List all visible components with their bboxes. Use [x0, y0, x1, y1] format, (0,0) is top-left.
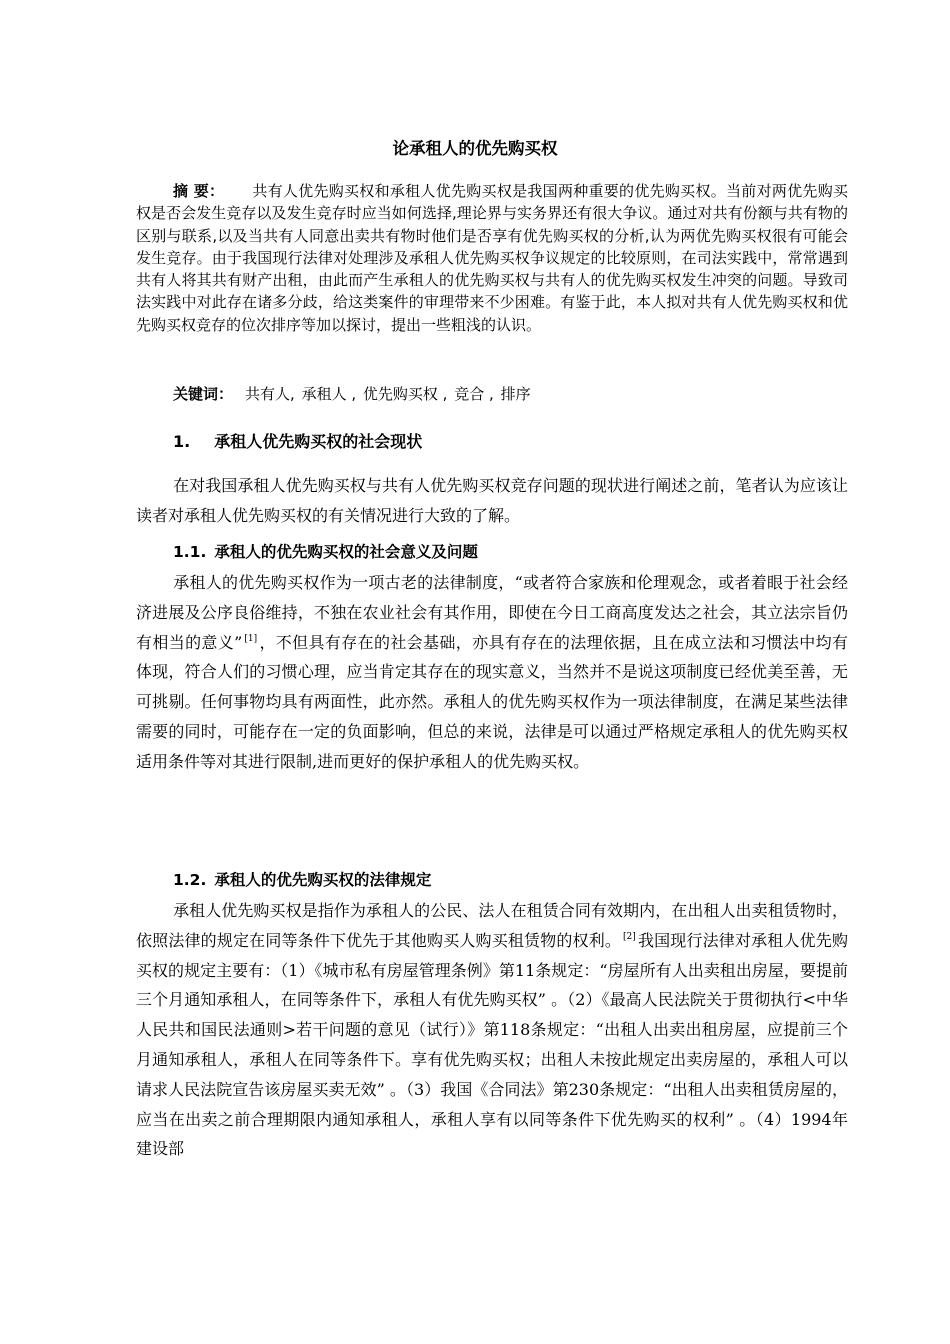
section-number: 1.1. — [173, 543, 207, 561]
section-1-1-paragraph — [136, 568, 848, 777]
keyword-item: 共有人, — [245, 385, 295, 403]
footnote-reference: [2] — [623, 931, 636, 942]
keyword-item: 竞合 , — [454, 385, 494, 403]
paragraph-text: 承租人优先购买权是指作为承租人的公民、法人在租赁合同有效期内，在出租人出卖租赁物时，依照法律的规定在同等条件下优先于其他购买人购买租赁物的权利。 — [136, 901, 848, 950]
keyword-item: 承租人 , — [301, 385, 357, 403]
section-1-2-heading — [173, 869, 431, 891]
document-title: 论承租人的优先购买权 — [392, 139, 558, 158]
section-title: 承租人优先购买权的社会现状 — [214, 432, 423, 451]
abstract-paragraph — [136, 180, 848, 336]
paragraph-text: ，不但具有存在的社会基础，亦具有存在的法理依据，且在成立法和习惯法中均有体现，符合人们的习惯心理，应当肯定其存在的现实意义，当然并不是说这项制度已经优美至善，无可挑剔。任何事物均具有两面性，此亦然。承租人的优先购买权作为一项法律制度，在满足某些法律需要的同时，可能存在一定的负面影响，但总的来说，法律是可以通过严格规定承租人的优先购买权适用条件等对其进行限制,进而更好的保护承租人的优先购买权。 — [136, 632, 848, 771]
section-number: 1. — [173, 432, 191, 451]
keywords-line — [173, 383, 853, 405]
section-1-2-paragraph — [136, 896, 848, 1164]
keywords-label: 关键词： — [173, 385, 234, 403]
paragraph-text: 我国现行法律对承租人优先购买权的规定主要有：（1）《城市私有房屋管理条例》第11条规定：“房屋所有人出卖租出房屋，要提前三个月通知承租人，在同等条件下，承租人有优先购买权” 。（2）《最高人民法院关于贯彻执行<中华人民共和国民法通则>若干问题的意见（试行）》第118条规定：“出租人出卖出租房屋，应提前三个月通知承租人，承租人在同等条件下。享有优先购买权；出租人未按此规定出卖房屋的，承租人可以请求人民法院宣告该房屋买卖无效” 。（3）我国《合同法》第230条规定：“出租人出卖租赁房屋的，应当在出卖之前合理期限内通知承租人，承租人享有以同等条件下优先购买的权利” 。（4）1994年建设部 — [136, 930, 848, 1159]
section-1-heading — [173, 431, 422, 453]
keyword-item: 排序 — [500, 385, 531, 403]
section-title: 承租人的优先购买权的社会意义及问题 — [214, 543, 478, 561]
paragraph-text: 承租人的优先购买权作为一项古老的法律制度，“或者符合家族和伦理观念，或者着眼于社会经济进展及公序良俗维持，不独在农业社会有其作用，即使在今日工商高度发达之社会，其立法宗旨仍有相当的意义” — [136, 573, 848, 652]
section-1-intro-paragraph — [136, 471, 848, 531]
keyword-item: 优先购买权 , — [362, 385, 448, 403]
abstract-label: 摘 要： — [173, 182, 225, 200]
paragraph-text: 在对我国承租人优先购买权与共有人优先购买权竞存问题的现状进行阐述之前，笔者认为应该让读者对承租人优先购买权的有关情况进行大致的了解。 — [136, 476, 848, 525]
abstract-text: 共有人优先购买权和承租人优先购买权是我国两种重要的优先购买权。当前对两优先购买权是否会发生竞存以及发生竞存时应当如何选择,理论界与实务界还有很大争议。通过对共有份额与共有物的区别与联系,以及当共有人同意出卖共有物时他们是否享有优先购买权的分析,认为两优先购买权很有可能会发生竞存。由于我国现行法律对处理涉及承租人优先购买权争议规定的比较原则，在司法实践中，常常遇到共有人将其共有财产出租，由此而产生承租人的优先购买权与共有人的优先购买权发生冲突的问题。导致司法实践中对此存在诸多分歧，给这类案件的审理带来不少困难。有鉴于此，本人拟对共有人优先购买权和优先购买权竞存的位次排序等加以探讨，提出一些粗浅的认识。 — [136, 182, 848, 334]
section-title: 承租人的优先购买权的法律规定 — [214, 871, 432, 889]
section-1-1-heading — [173, 541, 478, 563]
section-number: 1.2. — [173, 871, 207, 889]
footnote-reference: [1] — [244, 633, 258, 644]
